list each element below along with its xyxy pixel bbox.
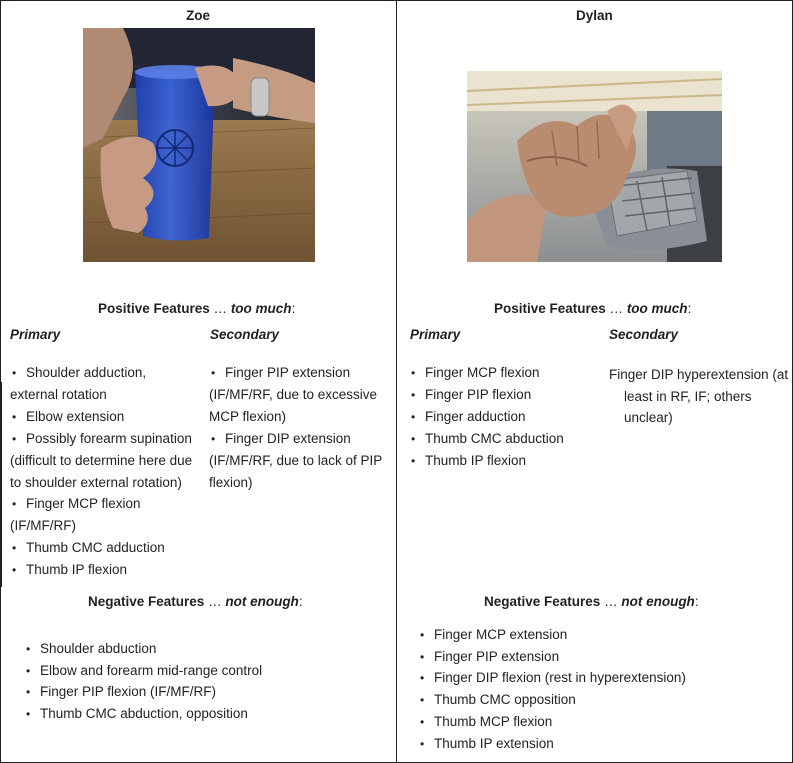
zoe-positive-emph: too much <box>230 301 292 316</box>
left-edge-mark <box>0 382 2 587</box>
dylan-positive-ellipsis: … <box>605 301 627 316</box>
zoe-photo <box>83 28 315 262</box>
dylan-positive-heading <box>494 301 691 317</box>
zoe-primary-item: • Thumb IP flexion <box>26 562 127 578</box>
dylan-negative-emph: not enough <box>621 594 695 609</box>
zoe-primary-item: • Finger MCP flexion <box>26 496 141 512</box>
dylan-secondary-item-cont: unclear) <box>624 410 673 425</box>
zoe-negative-item: • Thumb CMC abduction, opposition <box>40 706 248 722</box>
dylan-negative-heading <box>484 594 699 610</box>
zoe-primary-item-cont: (difficult to determine here due <box>10 453 193 468</box>
dylan-positive-colon: : <box>687 301 692 316</box>
dylan-negative-item: • Thumb CMC opposition <box>434 692 576 708</box>
dylan-primary-item: • Finger adduction <box>425 409 526 425</box>
dylan-negative-item: • Finger PIP extension <box>434 649 559 665</box>
zoe-primary-item: • Possibly forearm supination <box>26 431 192 447</box>
zoe-primary-item: • Elbow extension <box>26 409 124 425</box>
zoe-secondary-item-cont: flexion) <box>209 475 253 490</box>
column-divider <box>396 0 397 763</box>
zoe-negative-ellipsis: … <box>204 594 226 609</box>
dylan-negative-label: Negative Features <box>484 594 601 609</box>
dylan-negative-ellipsis: … <box>600 594 622 609</box>
zoe-secondary-item: • Finger DIP extension <box>225 431 351 447</box>
dylan-primary-label: Primary <box>410 327 461 342</box>
dylan-positive-emph: too much <box>626 301 688 316</box>
zoe-primary-item-cont: (IF/MF/RF) <box>10 518 76 533</box>
zoe-negative-item: • Finger PIP flexion (IF/MF/RF) <box>40 684 216 700</box>
dylan-primary-item: • Thumb CMC abduction <box>425 431 564 447</box>
zoe-negative-item: • Elbow and forearm mid-range control <box>40 663 262 679</box>
dylan-negative-item: • Thumb MCP flexion <box>434 714 552 730</box>
dylan-primary-item: • Finger MCP flexion <box>425 365 540 381</box>
dylan-photo <box>467 71 722 262</box>
zoe-negative-emph: not enough <box>225 594 299 609</box>
dylan-primary-item: • Finger PIP flexion <box>425 387 531 403</box>
zoe-negative-colon: : <box>298 594 303 609</box>
dylan-negative-item: • Finger DIP flexion (rest in hyperextension) <box>434 670 686 686</box>
dylan-secondary-label: Secondary <box>609 327 679 342</box>
zoe-positive-heading <box>98 301 295 317</box>
zoe-secondary-item-cont: MCP flexion) <box>209 409 287 424</box>
zoe-secondary-item-cont: (IF/MF/RF, due to excessive <box>209 387 378 402</box>
zoe-primary-item: • Shoulder adduction, <box>26 365 146 381</box>
dylan-primary-item: • Thumb IP flexion <box>425 453 526 469</box>
zoe-secondary-item: • Finger PIP extension <box>225 365 350 381</box>
zoe-secondary-label: Secondary <box>210 327 280 342</box>
zoe-positive-colon: : <box>291 301 296 316</box>
zoe-primary-item-cont: to shoulder external rotation) <box>10 475 182 490</box>
zoe-negative-item: • Shoulder abduction <box>40 641 156 657</box>
dylan-negative-colon: : <box>694 594 699 609</box>
zoe-secondary-item-cont: (IF/MF/RF, due to lack of PIP <box>209 453 383 468</box>
zoe-negative-heading <box>88 594 303 610</box>
zoe-primary-item: • Thumb CMC adduction <box>26 540 165 556</box>
dylan-negative-item: • Thumb IP extension <box>434 736 554 752</box>
dylan-secondary-item: Finger DIP hyperextension (at <box>609 367 789 382</box>
zoe-negative-label: Negative Features <box>88 594 205 609</box>
dylan-negative-item: • Finger MCP extension <box>434 627 567 643</box>
dylan-secondary-item-cont: least in RF, IF; others <box>624 389 752 404</box>
zoe-positive-ellipsis: … <box>209 301 231 316</box>
zoe-primary-item-cont: external rotation <box>10 387 107 402</box>
dylan-positive-label: Positive Features <box>494 301 606 316</box>
zoe-primary-label: Primary <box>10 327 61 342</box>
zoe-name: Zoe <box>186 8 211 23</box>
zoe-positive-label: Positive Features <box>98 301 210 316</box>
dylan-name: Dylan <box>576 8 613 23</box>
